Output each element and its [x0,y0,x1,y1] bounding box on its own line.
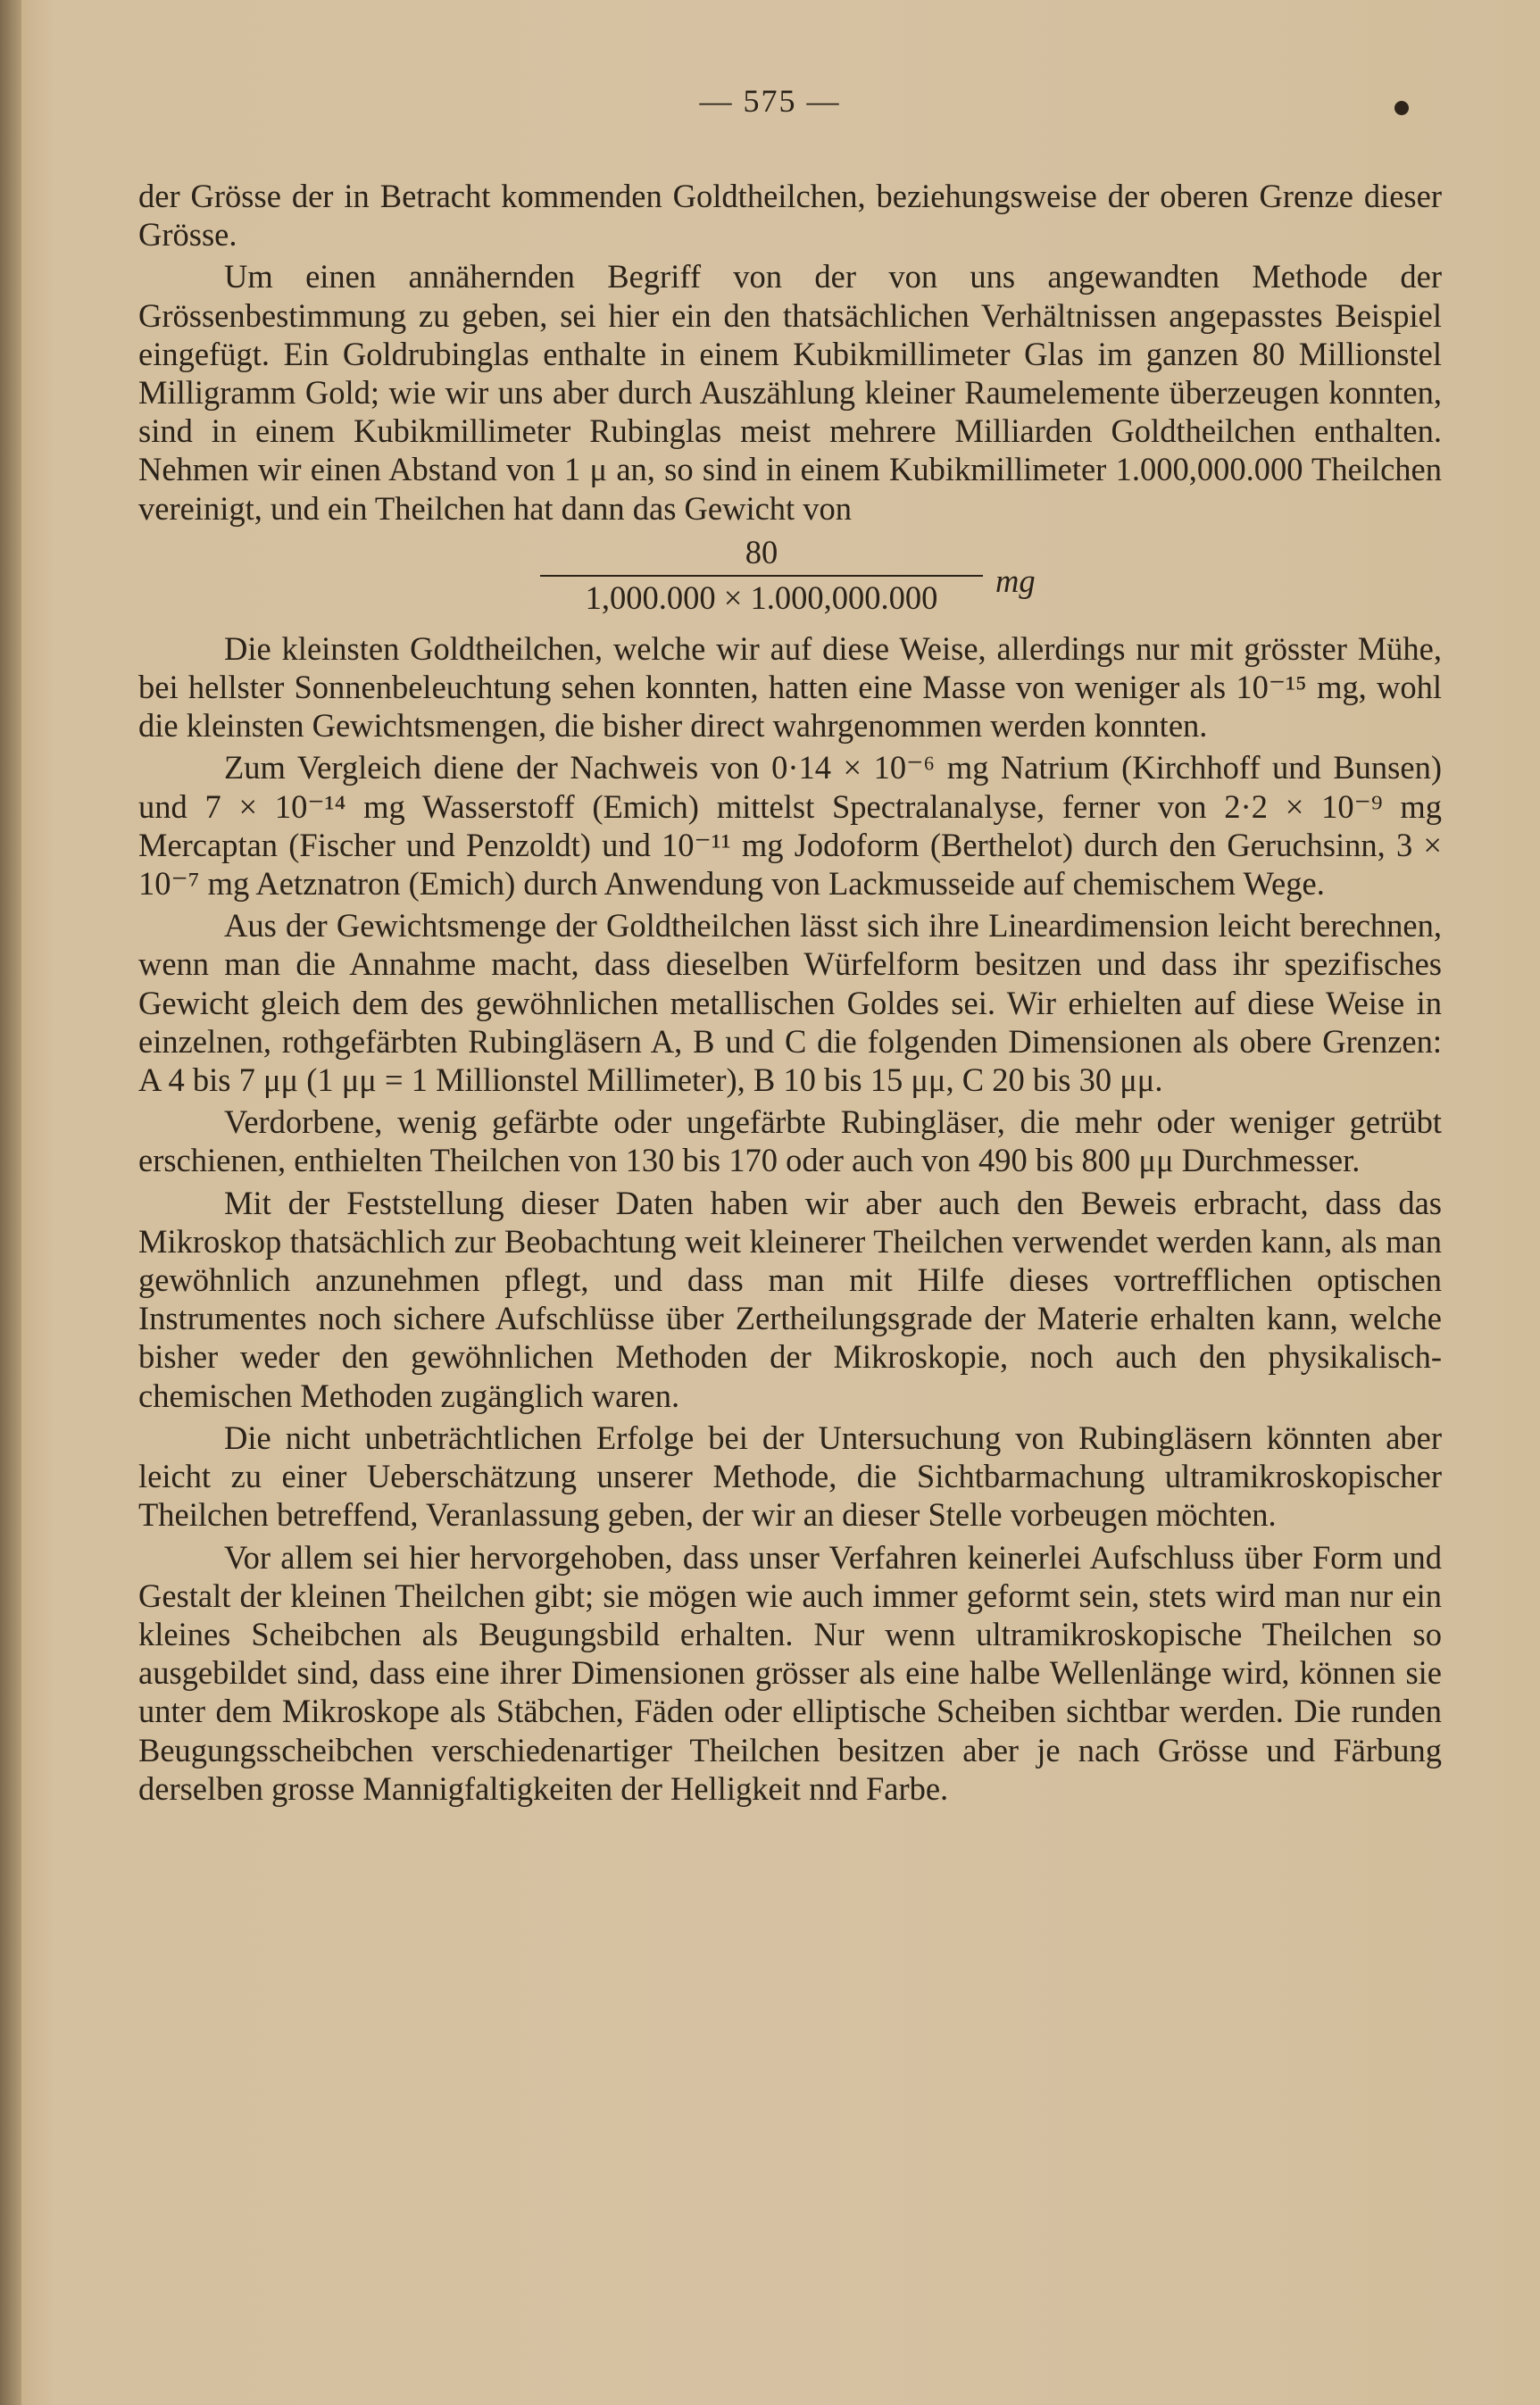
paragraph-8: Die nicht unbeträchtlichen Erfolge bei der Untersuchung von Rubingläsern könnten aber leicht zu einer Ueberschätzung unserer Methode, die Sichtbarmachung ultramikroskopischer Theilchen betreffend, Veranlassung geben, der wir an dieser Stelle vorbeugen möchten. [138,1419,1442,1534]
fraction [540,533,983,617]
paragraph-7: Mit der Feststellung dieser Daten haben wir aber auch den Beweis erbracht, dass das Mikroskop thatsächlich zur Beobachtung weit kleinerer Theilchen verwendet werden kann, als man gewöhnlich anzunehmen pflegt, und dass man mit Hilfe dieses vortrefflichen optischen Instrumentes noch sichere Aufschlüsse über Zertheilungsgrade der Materie erhalten kann, welche bisher weder den gewöhnlichen Methoden der Mikroskopie, noch auch den physikalisch-chemischen Methoden zugänglich waren. [138,1184,1442,1414]
book-spine-edge [0,0,21,2405]
paragraph-5: Aus der Gewichtsmenge der Goldtheilchen lässt sich ihre Lineardimension leicht berechnen, wenn man die Annahme macht, dass dieselben Würfelform besitzen und dass ihr spezifisches Gewicht gleich dem des gewöhnlichen metallischen Goldes sei. Wir erhielten auf diese Weise in einzelnen, rothgefärbten Rubingläsern A, B und C die folgenden Dimensionen als obere Grenzen: A 4 bis 7 μμ (1 μμ = 1 Millionstel Millimeter), B 10 bis 15 μμ, C 20 bis 30 μμ. [138,907,1442,1099]
paragraph-1: der Grösse der in Betracht kommenden Goldtheilchen, beziehungsweise der oberen Grenze dieser Grösse. [138,178,1442,254]
paragraph-6: Verdorbene, wenig gefärbte oder ungefärbte Rubingläser, die mehr oder weniger getrübt erschienen, enthielten Theilchen von 130 bis 170 oder auch von 490 bis 800 μμ Durchmesser. [138,1103,1442,1179]
paragraph-3: Die kleinsten Goldtheilchen, welche wir auf diese Weise, allerdings nur mit grösster Mühe, bei hellster Sonnenbeleuchtung sehen konnten, hatten eine Masse von weniger als 10⁻¹⁵ mg, wohl die kleinsten Gewichtsmengen, die bisher direct wahrgenommen werden konnten. [138,629,1442,745]
body-text [138,177,1442,1808]
weight-formula [138,533,1442,629]
formula-denominator: 1,000.000 × 1.000,000.000 [585,579,938,617]
formula-numerator: 80 [745,533,778,570]
paragraph-4: Zum Vergleich diene der Nachweis von 0·14 × 10⁻⁶ mg Natrium (Kirchhoff und Bunsen) und 7 × 10⁻¹⁴ mg Wasserstoff (Emich) mittelst Spectralanalyse, ferner von 2·2 × 10⁻⁹ mg Mercaptan (Fischer und Penzoldt) und 10⁻¹¹ mg Jodoform (Berthelot) durch den Geruchsinn, 3 × 10⁻⁷ mg Aetznatron (Emich) durch Anwendung von Lackmusseide auf chemischem Wege. [138,749,1442,903]
paragraph-2: Um einen annähernden Begriff von der von uns angewandten Methode der Grössenbestimmung zu geben, sei hier ein den thatsächlichen Verhältnissen angepasstes Beispiel eingefügt. Ein Goldrubinglas enthalte in einem Kubikmillimeter Glas im ganzen 80 Millionstel Milligramm Gold; wie wir uns aber durch Auszählung kleiner Raumelemente überzeugen konnten, sind in einem Kubikmillimeter Rubinglas meist mehrere Milliarden Goldtheilchen enthalten. Nehmen wir einen Abstand von 1 μ an, so sind in einem Kubikmillimeter 1.000,000.000 Theilchen vereinigt, und ein Theilchen hat dann das Gewicht von [138,258,1442,527]
page-number: — 575 — [699,83,841,119]
paragraph-9: Vor allem sei hier hervorgehoben, dass unser Verfahren keinerlei Aufschluss über Form und Gestalt der kleinen Theilchen gibt; sie mögen wie auch immer geformt sein, stets wird man nur ein kleines Scheibchen als Beugungsbild erhalten. Nur wenn ultramikroskopische Theilchen so ausgebildet sind, dass eine ihrer Dimensionen grösser als eine halbe Wellenlänge wird, können sie unter dem Mikroskope als Stäbchen, Fäden oder elliptische Scheiben sichtbar werden. Die runden Beugungsscheibchen verschiedenartiger Theilchen besitzen aber je nach Grösse und Färbung derselben grosse Mannigfaltigkeiten der Helligkeit nnd Farbe. [138,1538,1442,1807]
formula-unit: mg [995,562,1036,599]
